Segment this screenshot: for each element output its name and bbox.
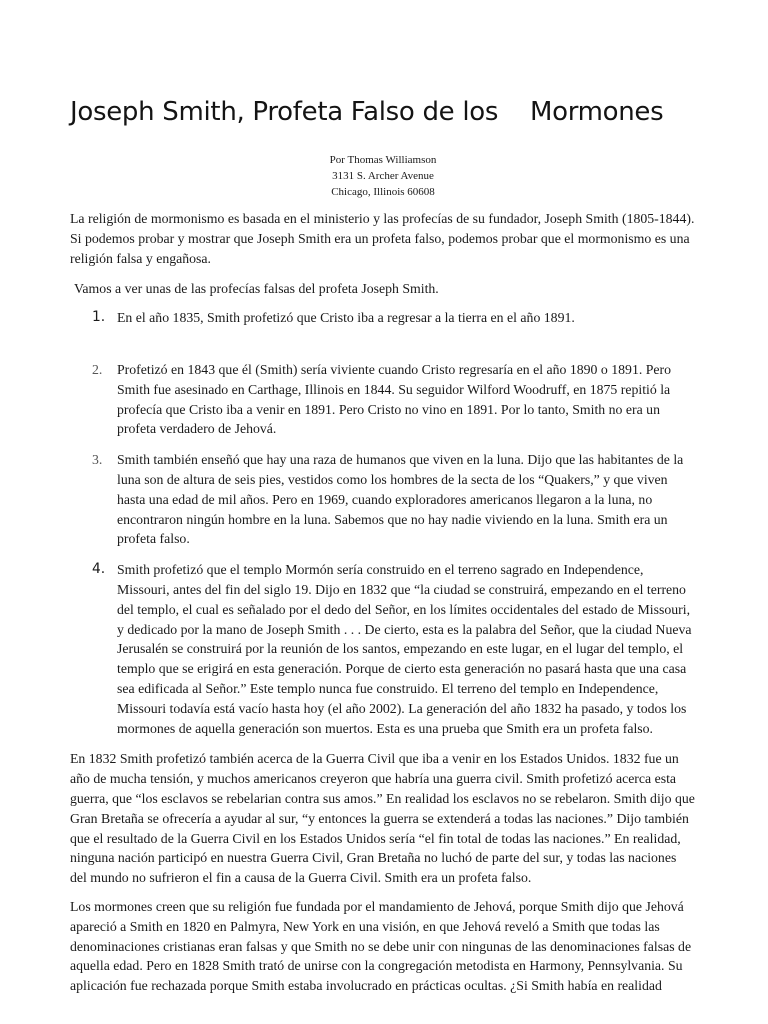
prophecy-list [70,308,696,738]
list-number: 4. [92,561,106,578]
list-item-text: Smith también enseñó que hay una raza de humanos que viven en la luna. Dijo que las habitantes de la luna son de altura de seis pies, vestidos como los hombres de la secta de los “Quakers,” y que viven hasta una edad de mil años. Pero en 1969, cuando exploradores americanos llegaron a la luna, no encontraron ningún hombre en la luna. Sabemos que no hay nadie viviendo en la luna. Smith era un profeta falso. [117,452,684,547]
lead-paragraph: Vamos a ver unas de las profecías falsas del profeta Joseph Smith. [74,281,439,297]
list-item [70,450,696,549]
list-item-text: En el año 1835, Smith profetizó que Cristo iba a regresar a la tierra en el año 1891. [117,310,575,326]
list-item [70,560,696,738]
intro-paragraph: La religión de mormonismo es basada en el ministerio y las profecías de su fundador, Joseph Smith (1805-1844). Si podemos probar y mostrar que Joseph Smith era un profeta falso, podemos probar que el mormonismo es una religión falsa y engañosa. [70,211,695,266]
body-paragraph: En 1832 Smith profetizó también acerca de la Guerra Civil que iba a venir en los Estados Unidos. 1832 fue un año de mucha tensión, y muchos americanos creyeron que habría una guerra civil. Smith profetizó acerca esta guerra, que “los esclavos se rebelarian contra sus amos.” En realidad los esclavos no se rebelaron. Smith dijo que Gran Bretaña se ofrecería a ayudar al sur, “y entonces la guerra se extenderá a todas las naciones.” Dijo también que el resultado de la Guerra Civil en los Estados Unidos sería “el fin total de todas las naciones.” En realidad, ninguna nación participó en nuestra Guerra Civil, Gran Bretaña no luchó de parte del sur, y todas las naciones del mundo no sufrieron el fin a causa de la Guerra Civil. Smith era un profeta falso. [70,751,695,886]
list-number: 1. [92,309,106,326]
author-street: 3131 S. Archer Avenue [332,170,434,182]
document-title: Joseph Smith, Profeta Falso de los Mormones [70,97,664,127]
list-item [70,308,696,328]
author-name: Por Thomas Williamson [329,154,437,166]
list-number: 3. [92,452,103,468]
list-item-text: Smith profetizó que el templo Mormón sería construido en el terreno sagrado en Independence, Missouri, antes del fin del siglo 19. Dijo en 1832 que “la ciudad se construirá, empezando en el terreno del templo, el cual es señalado por el dedo del Señor, en los límites occidentales del estado de Missouri, y dedicado por la mano de Joseph Smith . . . De cierto, esta es la palabra del Señor, que la ciudad Nueva Jerusalén se construirá por la reunión de los santos, empezando en este lugar, en el lugar del templo, el templo que se erigirá en esta generación. Porque de cierto esta generación no pasará hasta que una casa sea edificada al Señor.” Este templo nunca fue construido. El terreno del templo en Independence, Missouri todavía está vacío hasta hoy (el año 2002). La generación del año 1832 ha pasado, y todos los mormones de aquella generación son muertos. Esta es una prueba que Smith era un profeta falso. [117,562,692,736]
author-byline [70,152,696,200]
list-item-text: Profetizó en 1843 que él (Smith) sería viviente cuando Cristo regresaría en el año 1890 o 1891. Pero Smith fue asesinado en Carthage, Illinois en 1844. Su seguidor Wilford Woodruff, en 1875 repitió la profecía que Cristo iba a venir en 1891. Pero Cristo no vino en 1891. Por lo tanto, Smith no era un profeta verdadero de Jehová. [117,361,672,437]
body-paragraph: Los mormones creen que su religión fue fundada por el mandamiento de Jehová, porque Smith dijo que Jehová apareció a Smith en 1820 en Palmyra, New York en una visión, en que Jehová reveló a Smith que todas las denominaciones cristianas eran falsas y que Smith no se debe unir con ningunas de las denominaciones falsas de aquella edad. Pero en 1828 Smith trató de unirse con la congregación metodista en Harmony, Pennsylvania. Su aplicación fue rechazada porque Smith estaba involucrado en prácticas ocultas. ¿Si Smith había en realidad [70,898,692,994]
author-city: Chicago, Illinois 60608 [331,186,435,198]
list-number: 2. [92,361,103,377]
list-item [70,360,696,439]
